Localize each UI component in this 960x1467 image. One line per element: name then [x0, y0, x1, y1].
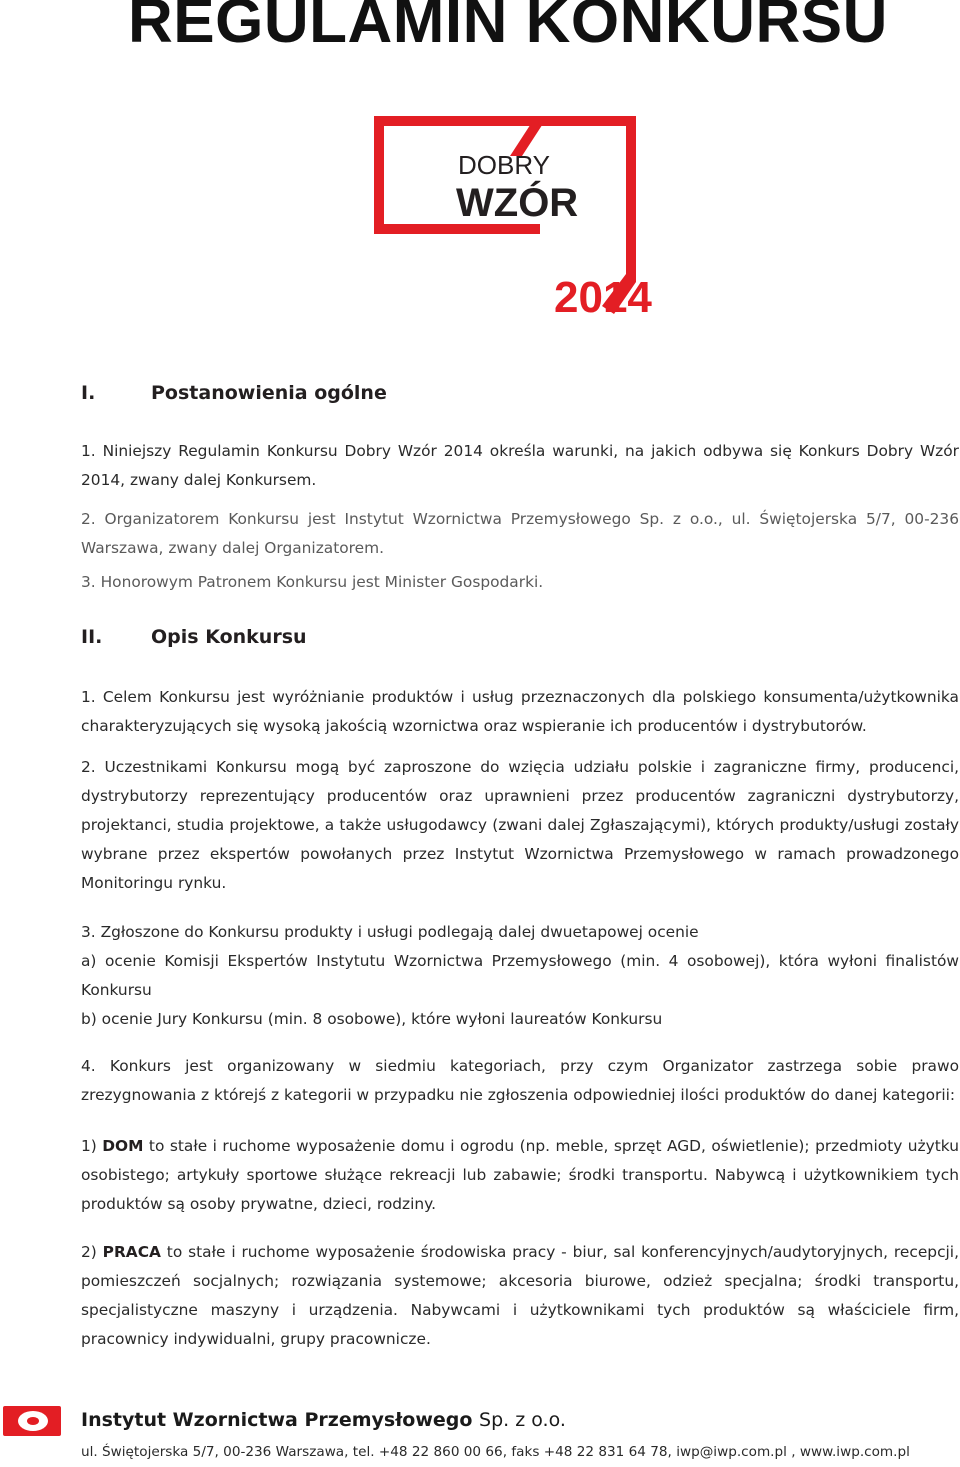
category-praca-name: PRACA: [102, 1243, 161, 1261]
section-2-heading: [81, 626, 307, 648]
section-1-heading: [81, 382, 387, 404]
category-dom-number: 1): [81, 1137, 97, 1155]
paragraph-2-4: 4. Konkurs jest organizowany w siedmiu kategoriach, przy czym Organizator zastrzega sobie prawo zrezygnowania z którejś z kategorii w przypadku nie zgłoszenia odpowiedniej ilości produktów do danej kategorii:: [81, 1057, 959, 1104]
category-praca-text: to stałe i ruchome wyposażenie środowiska pracy - biur, sal konferencyjnych/audytoryjnych, recepcji, pomieszczeń socjalnych; rozwiązania systemowe; akcesoria biurowe, odzież specjalna; środki transportu, specjalistyczne maszyny i urządzenia. Nabywcami i użytkownikami tych produktów są właściciele firm, pracownicy indywidualni, grupy pracownicze.: [81, 1243, 959, 1348]
footer-name-text: Instytut Wzornictwa Przemysłowego: [81, 1409, 473, 1431]
section-2-title: Opis Konkursu: [151, 626, 307, 648]
section-1-title: Postanowienia ogólne: [151, 382, 387, 404]
logo-text-wzor: WZÓR: [456, 181, 579, 225]
paragraph-2-3a: a) ocenie Komisji Ekspertów Instytutu Wzornictwa Przemysłowego (min. 4 osobowej), która wyłoni finalistów Konkursu: [81, 952, 959, 999]
paragraph-2-2: 2. Uczestnikami Konkursu mogą być zaproszone do wzięcia udziału polskie i zagraniczne firmy, producenci, dystrybutorzy reprezentujący producentów oraz uprawnieni przez producentów zagraniczni dystrybutorzy, projektanci, studia projektowe, a także usługodawcy (zwani dalej Zgłaszającymi), których produkty/usługi zostały wybrane przez ekspertów powołanych przez Instytut Wzornictwa Przemysłowego w ramach prowadzonego Monitoringu rynku.: [81, 758, 959, 892]
paragraph-1-3: 3. Honorowym Patronem Konkursu jest Minister Gospodarki.: [81, 573, 544, 591]
logo-text-year: 2014: [554, 273, 652, 316]
category-dom-text: to stałe i ruchome wyposażenie domu i ogrodu (np. meble, sprzęt AGD, oświetlenie); przedmioty użytku osobistego; artykuły sportowe służące rekreacji lub zabawie; środki transportu. Nabywcą i użytkownikiem tych produktów są osoby prywatne, dzieci, rodziny.: [81, 1137, 959, 1213]
iwp-logo-icon: [3, 1406, 61, 1436]
section-1-number: I.: [81, 382, 96, 404]
footer-name-suffix: Sp. z o.o.: [479, 1409, 566, 1431]
paragraph-2-1: 1. Celem Konkursu jest wyróżnianie produktów i usług przeznaczonych dla polskiego konsumenta/użytkownika charakteryzujących się wysoką jakością wzornictwa oraz wspieranie ich producentów i dystrybutorów.: [81, 688, 959, 735]
category-dom: [81, 1132, 959, 1219]
logo-text-dobry: DOBRY: [458, 150, 550, 180]
footer-address: ul. Świętojerska 5/7, 00-236 Warszawa, tel. +48 22 860 00 66, faks +48 22 831 64 78, iwp@iwp.com.pl , www.iwp.com.pl: [81, 1444, 910, 1460]
paragraph-2-3: 3. Zgłoszone do Konkursu produkty i usługi podlegają dalej dwuetapowej ocenie: [81, 923, 699, 941]
paragraph-2-3b: b) ocenie Jury Konkursu (min. 8 osobowe), które wyłoni laureatów Konkursu: [81, 1010, 663, 1028]
footer-company-name: [81, 1409, 566, 1431]
category-praca: [81, 1238, 959, 1354]
paragraph-1-1: 1. Niniejszy Regulamin Konkursu Dobry Wzór 2014 określa warunki, na jakich odbywa się Konkurs Dobry Wzór 2014, zwany dalej Konkursem.: [81, 442, 959, 489]
category-dom-name: DOM: [102, 1137, 144, 1155]
dobry-wzor-logo: [374, 116, 664, 316]
section-2-number: II.: [81, 626, 103, 648]
paragraph-1-2: 2. Organizatorem Konkursu jest Instytut Wzornictwa Przemysłowego Sp. z o.o., ul. Świętojerska 5/7, 00-236 Warszawa, zwany dalej Organizatorem.: [81, 510, 959, 557]
category-praca-number: 2): [81, 1243, 97, 1261]
document-title: REGULAMIN KONKURSU: [128, 0, 888, 56]
